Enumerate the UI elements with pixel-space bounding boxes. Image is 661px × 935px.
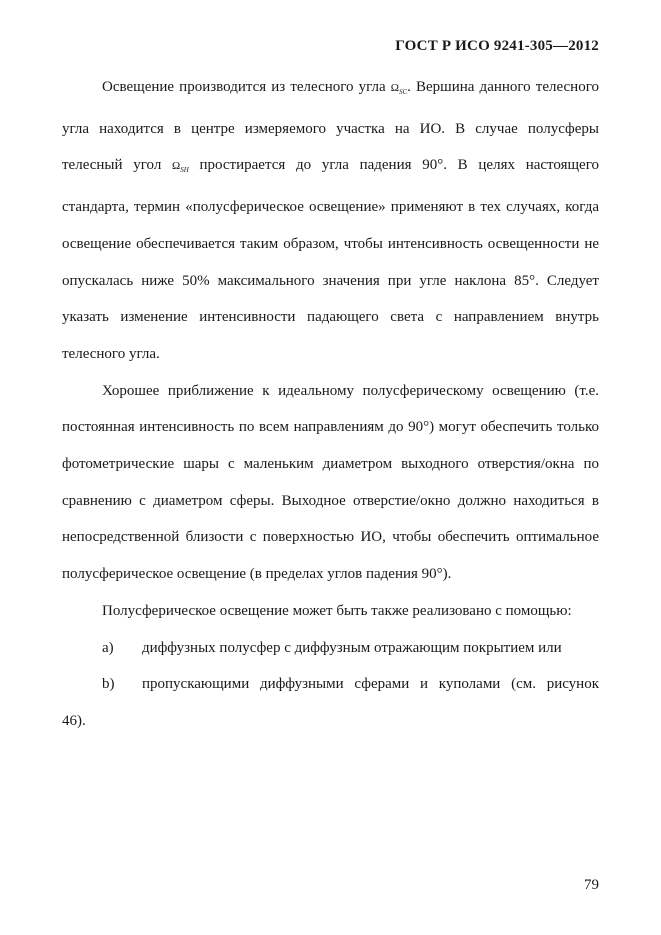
list-text: пропускающими диффузными сферами и куполами (см. рисунок — [142, 676, 599, 693]
list-item-a — [62, 630, 599, 667]
list-item-b-continuation: 46). — [62, 712, 86, 729]
list-marker: b) — [102, 676, 115, 693]
paragraph-text: . Вершина данного телесного угла находится в центре измеряемого участка на ИО. В случае полусферы телесный угол — [62, 79, 599, 174]
list-marker: a) — [102, 639, 114, 656]
list-item-b — [62, 666, 599, 703]
paragraph-text: Освещение производится из телесного угла — [102, 79, 391, 95]
paragraph-text: простирается до угла падения 90°. В целях настоящего стандарта, термин «полусферическое освещение» применяют в тех случаях, когда освещение обеспечивается таким образом, чтобы интенсивность освещенности не опускалась ниже 50% максимального значения при угле наклона 85°. Следует указать изменение интенсивности падающего света с направлением внутрь телесного угла. — [62, 157, 599, 362]
paragraph-illumination — [62, 69, 599, 373]
document-body — [62, 69, 599, 740]
omega-symbol: Ω — [390, 82, 399, 94]
page-number: 79 — [584, 877, 599, 893]
paragraph-approximation: Хорошее приближение к идеальному полусферическому освещению (т.е. постоянная интенсивность по всем направлениям до 90°) могут обеспечить только фотометрические шары с маленьким диаметром выходного отверстия/окна по сравнению с диаметром сферы. Выходное отверстие/окно должно находиться в непосредственной близости с поверхностью ИО, чтобы обеспечить оптимальное полусферическое освещение (в пределах углов падения 90°). — [62, 382, 599, 583]
omega-symbol: Ω — [172, 160, 181, 173]
omega-subscript: SH — [180, 166, 189, 175]
omega-subscript: SC — [398, 88, 408, 96]
document-header: ГОСТ Р ИСО 9241-305—2012 — [395, 38, 599, 54]
list-text: диффузных полусфер с диффузным отражающим покрытием или — [142, 639, 562, 656]
paragraph-intro-list: Полусферическое освещение может быть также реализовано с помощью: — [102, 602, 572, 619]
